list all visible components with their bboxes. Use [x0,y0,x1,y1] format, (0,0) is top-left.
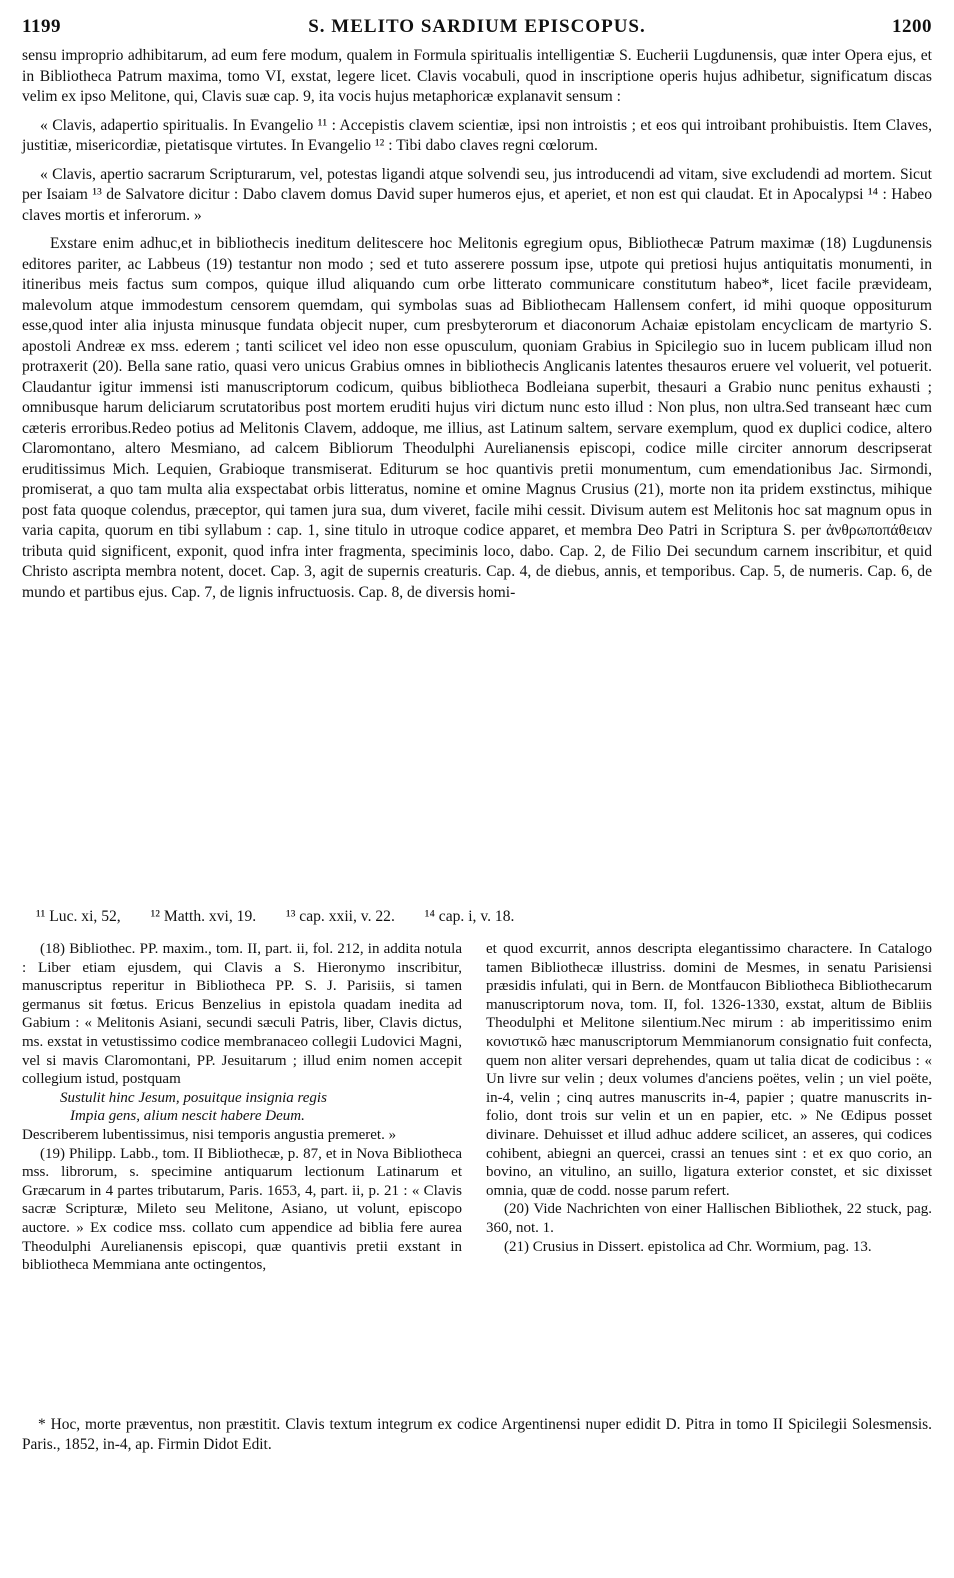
quote-clavis-apertio: « Clavis, apertio sacrarum Scripturarum, vel, potestas ligandi atque solvendi seu, jus introducendi ad vitam, sive excludendi ad mortem. Sicut per Isaiam ¹³ de Salvatore dicitur : Dabo clavem domus David super humeros ejus, et aperiet, et non est qui claudat. Et in Apocalypsi ¹⁴ : Habeo claves mortis et inferorum. » [22,165,932,224]
footnote-20: (20) Vide Nachrichten von einer Hallischen Bibliothek, 22 stuck, pag. 360, not. 1. [486,1201,932,1236]
column-number-left: 1199 [22,16,61,37]
paragraph-intro: sensu improprio adhibitarum, ad eum fere modum, qualem in Formula spiritualis intelligentiæ S. Eucherii Lugdunensis, quæ inter Opera ejus, et in Bibliotheca Patrum maxima, tomo VI, exstat, legere licet. Clavis vocabuli, quod in inscriptione operis hujus adhibetur, significatum discas velim ex ipso Melitone, qui, Clavis suæ cap. 9, ita vocis hujus metaphoricæ explanavit sensum : [22,47,932,105]
verse-line-1: Sustulit hinc Jesum, posuitque insignia regis [60,1089,327,1106]
reference-11: ¹¹ Luc. xi, 52, [36,908,121,925]
running-title: S. MELITO SARDIUM EPISCOPUS. [308,16,646,37]
footnote-19: (19) Philipp. Labb., tom. II Bibliothecæ, p. 87, et in Nova Bibliotheca mss. librorum, s. specimine antiquarum lectionum Latinarum et Græcarum in 4 partes tributarum, Paris. 1653, 4, part. ii, p. 21 : « Clavis sacræ Scripturæ, Mileto seu Melitone, Asiano, ut volunt, episcopo auctore. » Ex codice mss. collato cum appendice ad biblia fere aurea Theodulphi Aurelianensis episcopi, quæ quantivis pretii exstant in bibliotheca Memmiana ante octingentos, [22,1145,462,1274]
footnote-19-continued: et quod excurrit, annos descripta elegantissimo charactere. In Catalogo tamen Bibliothecæ illustriss. domini de Mesmes, in senatu Parisiensi præsidis infulati, qui in Bern. de Montfaucon Bibliotheca Bibliothecarum manuscriptorum nova, tom. II, fol. 1326-1330, exstat, altum de Bibliis Theodulphi et Melitone silentium.Nec mirum : ab imperitissimo enim κονιστικῶ hæc manuscriptorum Memmianorum consignatio fuit confecta, quem non aliter versari deprehendes, quam ut talia dicat de codicibus : « Un livre sur velin ; deux volumes d'anciens poëtes, velin ; un viel poëte, in-4, velin ; cinq autres manuscrits in-4, papier ; quatre manuscrits in-folio, dont trois sur velin et un en papier, etc. » Ne Œdipus posset divinare. Dehuisset et illud adhuc addere scilicet, an asseres, qui codices cohibent, abiegni an quercei, crassi an tenues sint : et ex quo corio, an bovino, an vitulino, an suillo, ligatura exterior constet, et sic dixisset omnia, quæ de codd. nosse parum refert. [486,941,932,1199]
scripture-references [36,907,932,927]
column-number-right: 1200 [892,16,932,37]
footnotes-left-column [22,940,462,1275]
reference-13: ¹³ cap. xxii, v. 22. [286,908,395,925]
reference-14: ¹⁴ cap. i, v. 18. [424,908,515,925]
reference-12: ¹² Matth. xvi, 19. [150,908,257,925]
page-header [22,16,932,42]
footnotes-right-column [486,940,932,1256]
main-text [22,46,932,603]
footnote-18-end: Describerem lubentissimus, nisi temporis angustia premeret. » [22,1126,397,1143]
paragraph-exstare: Exstare enim adhuc,et in bibliothecis ineditum delitescere hoc Melitonis egregium opus, Bibliothecæ Patrum maximæ (18) Lugdunensis editores pariter, ac Labbeus (19) testantur non modo ; sed et tuto asserere possum ipse, utpote qui pretiosi hujus antiquitatis monumenti, in itineribus meis factus sum compos, quique illud aliquando cum orbe litterato communicare constitutum habeo*, licet facile prævideam, malevolum atque immodestum censorem quemdam, qui symbolas suas ad Bibliothecam Hallensem confert, id mihi quoque oppositurum esse,quod inter alia injusta minusque fundata objecit nuper, cum presbyterorum et diaconorum Achaiæ epistolam encyclicam de martyrio S. apostoli Andreæ ex mss. ederem ; tanti scilicet vel ideo non esse opusculum, quoniam Grabius in Spicilegio suo in lucem publicam illud non protraxerit (20). Bella sane ratio, quasi vero unicus Grabius omnes in bibliothecis Anglicanis latentes thesauros eruere vel voluerit, vel potuerit. Claudantur igitur immensi isti manuscriptorum codicum, quibus bibliotheca Bodleiana superbit, thesauri a Grabio nunc penitus exhausti ; omnibusque harum deliciarum scrutatoribus post mortem eruditi hujus viri dictum nunc esto illud : Non plus, non ultra.Sed transeant hæc cum cæteris erroribus.Redeo potius ad Melitonis Clavem, addoque, me illius, ast Latinum saltem, servare exemplum, quod ex duplici codice, altero Claromontano, altero Mesmiano, ad calcem Bibliorum Theodulphi Aurelianensis episcopi, codice mille circiter annorum descripserat eruditissimus Mich. Lequien, Grabioque transmiserat. Editurum se hoc quantivis pretii monumentum, cum emendationibus Jac. Sirmondi, promiserat, a quo tam multa alia exspectabat orbis litteratus, nomine et omine Magnus Crusius (21), morte non ita pridem exstinctus, mihique post fata quoque colendus, præceptor, qui tamen jura sua, dum viveret, facile mihi cessit. Divisum autem est Melitonis hoc sat magnum opus in varia capita, quorum en tibi syllabum : cap. 1, sine titulo in utroque codice apparet, et membra Deo Patri in Scriptura S. per ἀνθρωποπάθειαν tributa quid significent, exponit, quod infra inter fragmenta, speciminis loco, dabo. Cap. 2, de Filio Dei secundum carnem inscribitur, et quid Christo ascripta membra notent, docet. Cap. 3, agit de supernis creaturis. Cap. 4, de diebus, annis, et temporibus. Cap. 5, de numeris. Cap. 6, de mundo et partibus ejus. Cap. 7, de lignis infructuosis. Cap. 8, de diversis homi- [22,235,932,601]
editor-footnote: * Hoc, morte præventus, non præstitit. Clavis textum integrum ex codice Argentinensi nuper edidit D. Pitra in tomo II Spicilegii Solesmensis. Paris., 1852, in-4, ap. Firmin Didot Edit. [22,1416,932,1453]
quote-clavis-adapertio: « Clavis, adapertio spiritualis. In Evangelio ¹¹ : Accepistis clavem scientiæ, ipsi non introistis ; et eos qui introibant prohibuistis. Item Claves, justitiæ, misericordiæ, pietatisque virtutes. In Evangelio ¹² : Tibi dabo claves regni cœlorum. [22,116,932,154]
footnote-21: (21) Crusius in Dissert. epistolica ad Chr. Wormium, pag. 13. [504,1238,872,1255]
verse-line-2: Impia gens, alium nescit habere Deum. [70,1108,305,1125]
footnote-18: (18) Bibliothec. PP. maxim., tom. II, part. ii, fol. 212, in addita notula : Liber etiam ejusdem, qui Clavis a S. Hieronymo inscribitur, manuscriptus reperitur in Bibliotheca PP. S. J. Parisiis, si tamen germanus sit fœtus. Ericus Benzelius in epistola quadam inedita ad Gabium : « Melitonis Asiani, secundi sæculi Patris, liber, Clavis dictus, ms. exstat in vetustissimo codice membranaceo collegii Ludovici Magni, vel si mavis Claromontani, PP. Jesuitarum ; illud enim nomen accepit collegium istud, postquam [22,941,462,1088]
